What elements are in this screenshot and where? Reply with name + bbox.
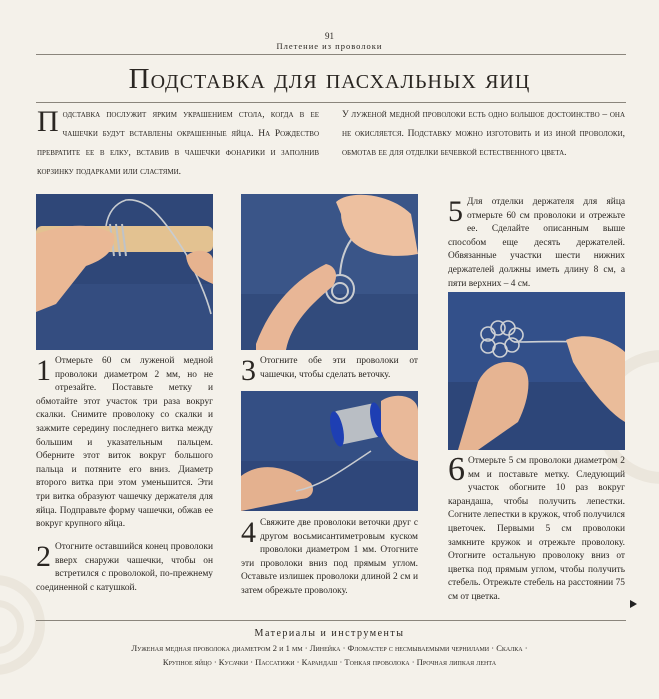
step-text: Отогните оставшийся конец проволоки вверх снаружи чашечки, чтобы он встретился с проволокой, по-прежнему соединенной с катушкой. bbox=[36, 542, 213, 593]
intro-right: У луженой медной проволоки есть одно большое достоинство – она не окисляется. Подставку можно изготовить и из иной проволоки, обмотав ее для отделки бечевкой естественного цвета. bbox=[342, 110, 625, 158]
step-1 bbox=[36, 355, 213, 532]
step-text: Отмерьте 5 см проволоки диаметром 2 мм и поставьте метку. Следующий участок обогните 10 раз вокруг карандаша, чтобы получить лепестки. Согните лепестки в кружок, чтоб получился цветочек. Первыми 5 см проволоки замкните кружок и отрежьте проволоку. Отогните остальную проволоку вниз от цветка под прямым углом, чтобы получить стебель. Отрежьте стебель на расстоянии 75 см от цветка. bbox=[448, 456, 625, 602]
step-number: 1 bbox=[36, 354, 51, 387]
title-rule bbox=[36, 102, 626, 103]
step-number: 6 bbox=[448, 451, 465, 488]
header-rule bbox=[36, 54, 626, 55]
step-5 bbox=[448, 196, 625, 291]
step-2 bbox=[36, 541, 213, 595]
step-text: Свяжите две проволоки веточки друг с другом восьмисантиметровым куском проволоки диаметром 1 мм. Отогните эти проволоки вниз под прямым углом. Оставьте излишек проволоки длиной 2 см и затем обрежьте проволоку. bbox=[241, 518, 418, 596]
step-number: 5 bbox=[448, 195, 463, 228]
continue-arrow-icon bbox=[630, 600, 637, 608]
drop-cap: П bbox=[37, 105, 59, 138]
step-text: Отогните обе эти проволоки от чашечки, чтобы сделать веточку. bbox=[260, 356, 418, 380]
step-3 bbox=[241, 354, 418, 387]
step-6 bbox=[448, 451, 625, 605]
step-number: 3 bbox=[241, 354, 256, 387]
step-4 bbox=[241, 517, 418, 599]
materials-line-1: Луженая медная проволока диаметром 2 и 1 мм · Линейка · Фломастер с несмываемыми чернилами · Скалка · bbox=[131, 643, 528, 653]
materials-line-2: Крупное яйцо · Кусачки · Пассатижи · Карандаш · Тонкая проволока · Прочная липкая лента bbox=[162, 657, 497, 667]
photo-step-1 bbox=[36, 194, 213, 350]
step-number: 4 bbox=[241, 516, 256, 549]
step-number: 2 bbox=[36, 540, 51, 573]
running-title: Плетение из проволоки bbox=[276, 41, 383, 51]
photo-step-4 bbox=[241, 391, 418, 511]
photo-step-6 bbox=[448, 292, 625, 450]
step-text: Для отделки держателя для яйца отмерьте 60 см проволоки и отрежьте ее. Сделайте описанным выше способом еще десять держателей. Обвязанные участки шести нижних держателей должны иметь длину 8 см, а пяти верхних – 4 см. bbox=[448, 197, 625, 289]
page-number: 91 bbox=[325, 31, 334, 41]
photo-step-3 bbox=[241, 194, 418, 350]
materials-rule bbox=[36, 620, 626, 621]
page-title: Подставка для пасхальных яиц bbox=[128, 63, 531, 95]
intro-left bbox=[37, 106, 319, 182]
step-text: Отмерьте 60 см луженой медной проволоки диаметром 2 мм, но не отрезайте. Поставьте метку и обмотайте этот участок три раза вокруг скалки. Снимите проволоку со скалки и зажмите середину последнего витка между большим и указательным пальцем. Оберните этот виток вокруг большого пальца и потяните его вниз. Диаметр второго витка при этом уменьшится. Эти три витка образуют чашечку держателя для яйца. Подправьте форму чашечки, обжав ее вокруг крупного яйца. bbox=[36, 356, 213, 530]
materials-heading: Материалы и инструменты bbox=[254, 628, 405, 639]
intro-left-text: одставка послужит ярким украшением стола, когда в ее чашечки будут вставлены окрашенные яйца. На Рождество превратите ее в елку, вставив в чашечки фонарики и заполнив корзинку подарками или сластями. bbox=[37, 110, 319, 177]
